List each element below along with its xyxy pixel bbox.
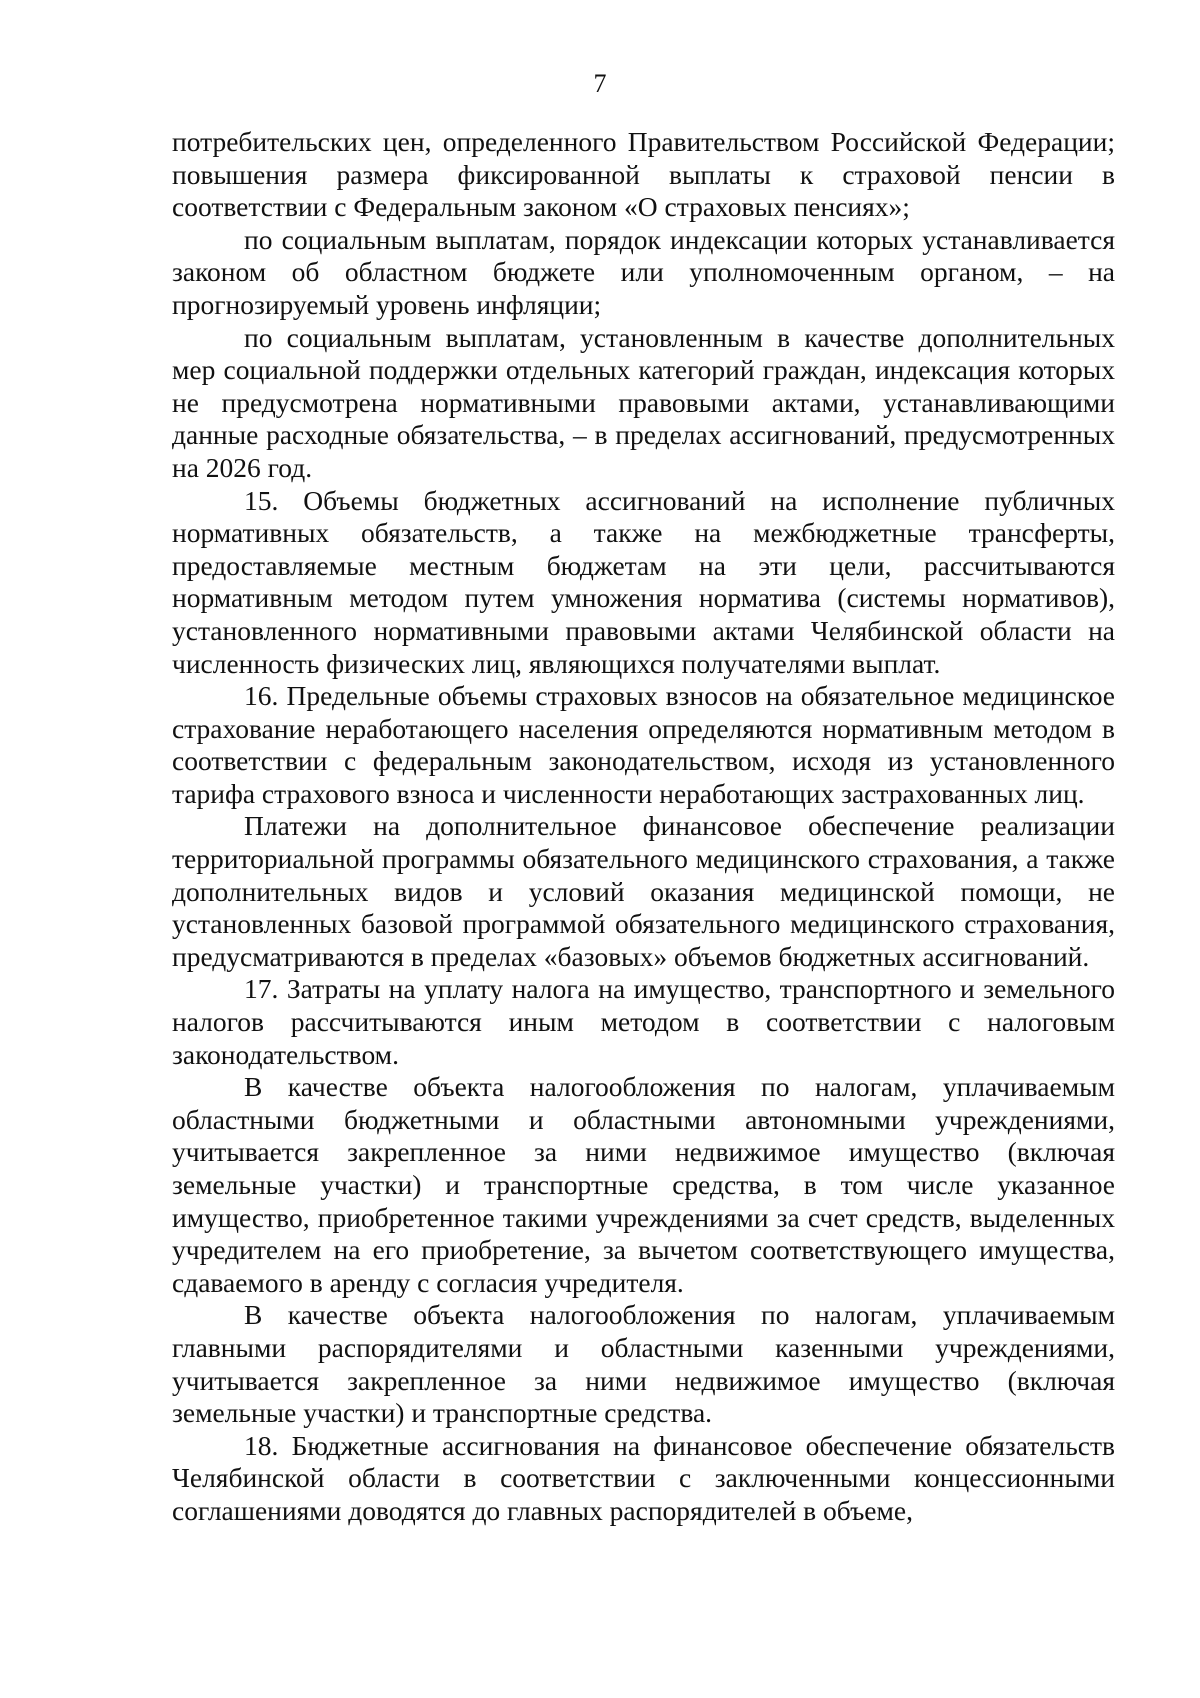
paragraph-oms-payments: Платежи на дополнительное финансовое обеспечение реализации территориальной программы обязательного медицинского страхования, а также дополнительных видов и условий оказания медицинской помощи, не установленных базовой программой обязательного медицинского страхования, предусматриваются в пределах «базовых» объемов бюджетных ассигнований. bbox=[172, 810, 1115, 972]
paragraph-item-15: 15. Объемы бюджетных ассигнований на исполнение публичных нормативных обязательств, а также на межбюджетные трансферты, предоставляемые местным бюджетам на эти цели, рассчитываются нормативным методом путем умножения норматива (системы нормативов), установленного нормативными правовыми актами Челябинской области на численность физических лиц, являющихся получателями выплат. bbox=[172, 484, 1115, 679]
paragraph-taxation-budget-institutions: В качестве объекта налогообложения по налогам, уплачиваемым областными бюджетными и областными автономными учреждениями, учитывается закрепленное за ними недвижимое имущество (включая земельные участки) и транспортные средства, в том числе указанное имущество, приобретенное такими учреждениями за счет средств, выделенных учредителем на его приобретение, за вычетом соответствующего имущества, сдаваемого в аренду с согласия учредителя. bbox=[172, 1071, 1115, 1298]
paragraph-item-17: 17. Затраты на уплату налога на имущество, транспортного и земельного налогов рассчитываются иным методом в соответствии с налоговым законодательством. bbox=[172, 973, 1115, 1070]
document-body bbox=[172, 126, 1115, 1528]
paragraph-social-payments-indexation: по социальным выплатам, порядок индексации которых устанавливается законом об областном бюджете или уполномоченным органом, – на прогнозируемый уровень инфляции; bbox=[172, 223, 1115, 320]
paragraph-item-18: 18. Бюджетные ассигнования на финансовое обеспечение обязательств Челябинской области в соответствии с заключенными концессионными соглашениями доводятся до главных распорядителей в объеме, bbox=[172, 1429, 1115, 1526]
paragraph-item-16: 16. Предельные объемы страховых взносов на обязательное медицинское страхование неработающего населения определяются нормативным методом в соответствии с федеральным законодательством, исходя из установленного тарифа страхового взноса и численности неработающих застрахованных лиц. bbox=[172, 680, 1115, 809]
paragraph-continuation: потребительских цен, определенного Правительством Российской Федерации; повышения размера фиксированной выплаты к страховой пенсии в соответствии с Федеральным законом «О страховых пенсиях»; bbox=[172, 126, 1115, 223]
paragraph-additional-social-support: по социальным выплатам, установленным в качестве дополнительных мер социальной поддержки отдельных категорий граждан, индексация которых не предусмотрена нормативными правовыми актами, устанавливающими данные расходные обязательства, – в пределах ассигнований, предусмотренных на 2026 год. bbox=[172, 321, 1115, 483]
paragraph-taxation-state-institutions: В качестве объекта налогообложения по налогам, уплачиваемым главными распорядителями и областными казенными учреждениями, учитывается закрепленное за ними недвижимое имущество (включая земельные участки) и транспортные средства. bbox=[172, 1299, 1115, 1429]
page-number: 7 bbox=[593, 69, 607, 98]
